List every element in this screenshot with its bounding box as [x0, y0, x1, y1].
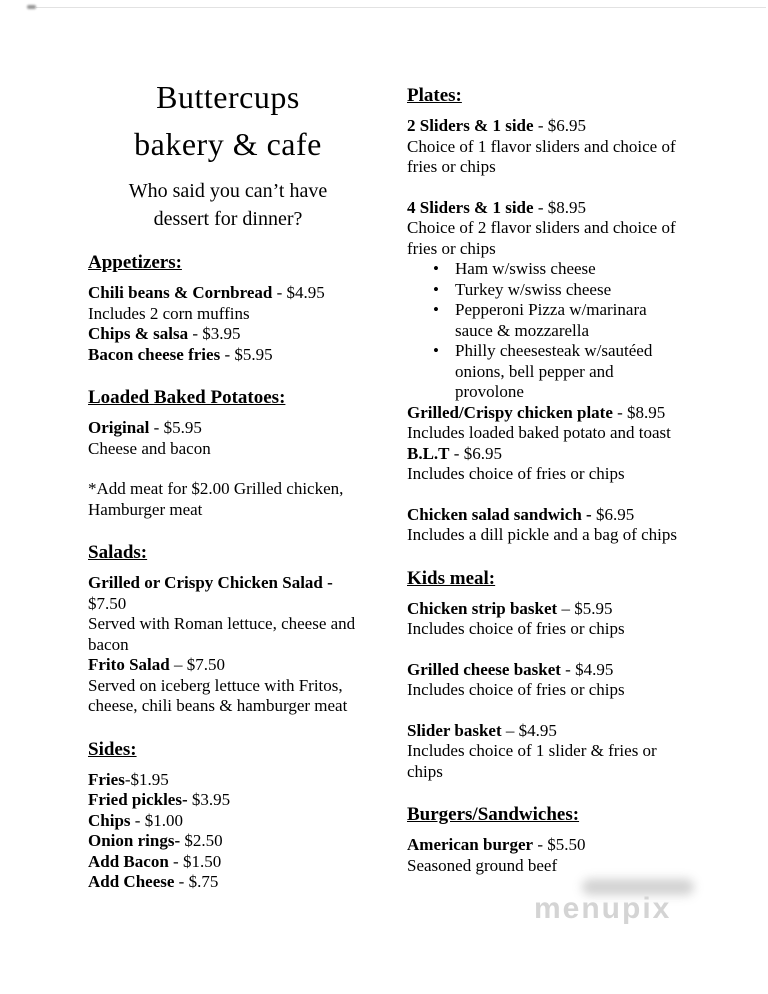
menu-item-name: Chips & salsa	[88, 324, 189, 343]
menu-item-description: Seasoned ground beef	[407, 855, 558, 875]
menu-item-name: Frito Salad	[88, 655, 170, 674]
menu-item-description: Served on iceberg lettuce with Fritos, cheese, chili beans & hamburger meat	[88, 675, 348, 715]
menu-section-salads	[88, 541, 368, 717]
menu-item-name: B.L.T	[407, 443, 450, 463]
menu-item-price: - $1.50	[168, 851, 222, 871]
menu-item-line	[407, 116, 683, 137]
menu-item-description: Choice of 1 flavor sliders and choice of fries or chips	[407, 136, 676, 176]
bullet-icon	[433, 280, 455, 301]
menu-item-line	[407, 835, 683, 856]
menu-item-name: Grilled or Crispy Chicken Salad -	[88, 573, 333, 592]
menu-item-name: Original	[88, 418, 150, 437]
menu-item-price: $7.50	[88, 593, 127, 613]
tagline-line2: dessert for dinner?	[153, 208, 303, 230]
menu-item-line	[407, 721, 683, 742]
menu-item-line	[407, 660, 683, 681]
menu-item-price: – $4.95	[501, 720, 557, 740]
menu-item-line	[88, 345, 368, 366]
menu-item-price: - $6.95	[449, 443, 502, 463]
menu-item-description: Includes choice of fries or chips	[407, 680, 625, 699]
menu-item-name: Slider basket	[407, 720, 502, 740]
menu-item-price: - $4.95	[560, 659, 614, 679]
menu-item-name: Onion rings-	[88, 831, 181, 850]
menu-item-line	[88, 573, 368, 614]
bullet-item	[407, 259, 683, 280]
menu-item-price: - $6.95	[533, 116, 586, 135]
menu-item-price: $6.95	[591, 504, 635, 524]
menu-section-loaded-baked-potatoes	[88, 386, 368, 520]
menu-item-price: – $7.50	[169, 655, 225, 674]
menu-item-name: 2 Sliders & 1 side	[407, 116, 534, 135]
menu-item-line	[88, 770, 368, 791]
line-gap	[407, 485, 683, 505]
menu-sections-left	[88, 251, 368, 893]
bullet-icon	[433, 259, 455, 280]
menu-item-name: Fries	[88, 769, 125, 789]
menu-item-line	[88, 790, 368, 811]
menu-item-name: Fried pickles-	[88, 790, 188, 809]
menu-section-appetizers	[88, 251, 368, 365]
menu-item-price: - $8.95	[612, 402, 666, 422]
line-gap	[407, 640, 683, 660]
tagline	[88, 177, 368, 233]
menu-item-description: Includes choice of 1 slider & fries or chips	[407, 741, 657, 781]
menu-item-line	[88, 655, 368, 676]
menu-item-price: - $5.95	[149, 418, 202, 437]
menupix-watermark: menupix	[534, 892, 672, 925]
menu-item-price: - $4.95	[272, 283, 325, 302]
menu-item-line	[88, 852, 368, 873]
menu-item-line	[88, 811, 368, 832]
menu-item-line	[407, 505, 683, 526]
menu-item-description: Includes choice of fries or chips	[407, 619, 625, 638]
menu-column-left	[88, 74, 368, 914]
section-heading: Appetizers:	[88, 252, 182, 273]
menu-item-name: Bacon cheese fries	[88, 344, 221, 364]
menu-item-price: $2.50	[180, 831, 223, 850]
menu-item-name: Chips	[88, 810, 131, 830]
bullet-item	[407, 300, 683, 341]
menu-item-description: Includes choice of fries or chips	[407, 464, 625, 483]
scan-artifact-line	[36, 7, 766, 8]
section-heading: Loaded Baked Potatoes:	[88, 387, 286, 408]
line-gap	[88, 459, 368, 479]
menu-item-name: Chicken strip basket	[407, 598, 558, 618]
bullet-item	[407, 280, 683, 301]
menu-item-price: - $3.95	[188, 324, 241, 343]
menu-item-description: Choice of 2 flavor sliders and choice of fries or chips	[407, 218, 676, 258]
menu-item-description: *Add meat for $2.00 Grilled chicken, Hamburger meat	[88, 479, 344, 519]
restaurant-name-line1: Buttercups	[156, 79, 300, 115]
menu-item-line	[88, 418, 368, 439]
bullet-icon	[433, 300, 455, 341]
menu-item-price: - $5.95	[220, 344, 273, 364]
bullet-item-text: Ham w/swiss cheese	[455, 259, 596, 278]
section-heading: Salads:	[88, 542, 148, 563]
menu-section-sides	[88, 738, 368, 893]
line-gap	[407, 178, 683, 198]
menu-item-line	[88, 831, 368, 852]
line-gap	[407, 701, 683, 721]
menu-item-name: Grilled cheese basket	[407, 659, 561, 679]
restaurant-name-line2: bakery & cafe	[134, 126, 322, 162]
menu-item-price: - $.75	[174, 872, 219, 891]
menu-item-name: Add Bacon	[88, 851, 169, 871]
bullet-item-text: Turkey w/swiss cheese	[455, 279, 612, 299]
menu-item-line	[88, 283, 368, 304]
section-heading: Burgers/Sandwiches:	[407, 804, 580, 825]
scan-artifact-speck	[27, 5, 36, 9]
menu-section-kids-meal	[407, 567, 683, 783]
section-heading: Kids meal:	[407, 567, 496, 589]
menu-item-name: American burger	[407, 835, 534, 854]
menu-header	[88, 74, 368, 233]
menu-item-name: Add Cheese	[88, 872, 175, 891]
menu-item-name: Chili beans & Cornbread	[88, 283, 273, 302]
menu-item-description: Served with Roman lettuce, cheese and bacon	[88, 614, 356, 654]
menu-item-line	[407, 444, 683, 465]
menu-item-line	[88, 872, 368, 893]
menu-item-name: Grilled/Crispy chicken plate	[407, 402, 613, 422]
menu-item-line	[407, 198, 683, 219]
menu-item-description: Includes 2 corn muffins	[88, 303, 250, 323]
tagline-line1: Who said you can’t have	[128, 180, 328, 202]
menu-item-description: Cheese and bacon	[88, 438, 211, 458]
menu-item-name: Chicken salad sandwich -	[407, 504, 592, 524]
menu-section-plates	[407, 84, 683, 546]
bullet-item-text: Pepperoni Pizza w/marinara sauce & mozzarella	[455, 300, 647, 340]
menu-item-price: - $1.00	[130, 810, 183, 830]
menu-item-line	[407, 599, 683, 620]
section-heading: Plates:	[407, 85, 462, 106]
menu-column-right	[407, 84, 683, 897]
menu-section-burgers-sandwiches	[407, 803, 683, 876]
menu-item-line	[88, 324, 368, 345]
menu-item-line	[407, 403, 683, 424]
restaurant-name	[88, 74, 368, 168]
bullet-item	[407, 341, 683, 403]
menu-item-price: -$1.95	[124, 769, 169, 789]
bullet-item-text: Philly cheesesteak w/sautéed onions, bell pepper and provolone	[455, 341, 653, 401]
menu-item-description: Includes loaded baked potato and toast	[407, 423, 671, 442]
menu-item-description: Includes a dill pickle and a bag of chips	[407, 525, 678, 544]
menu-item-price: $3.95	[187, 790, 231, 809]
menu-item-price: - $8.95	[533, 197, 586, 217]
menu-item-name: 4 Sliders & 1 side	[407, 197, 534, 217]
menu-item-price: – $5.95	[557, 598, 613, 618]
section-heading: Sides:	[88, 738, 137, 760]
bullet-icon	[433, 341, 455, 403]
menu-item-price: - $5.50	[533, 835, 586, 854]
